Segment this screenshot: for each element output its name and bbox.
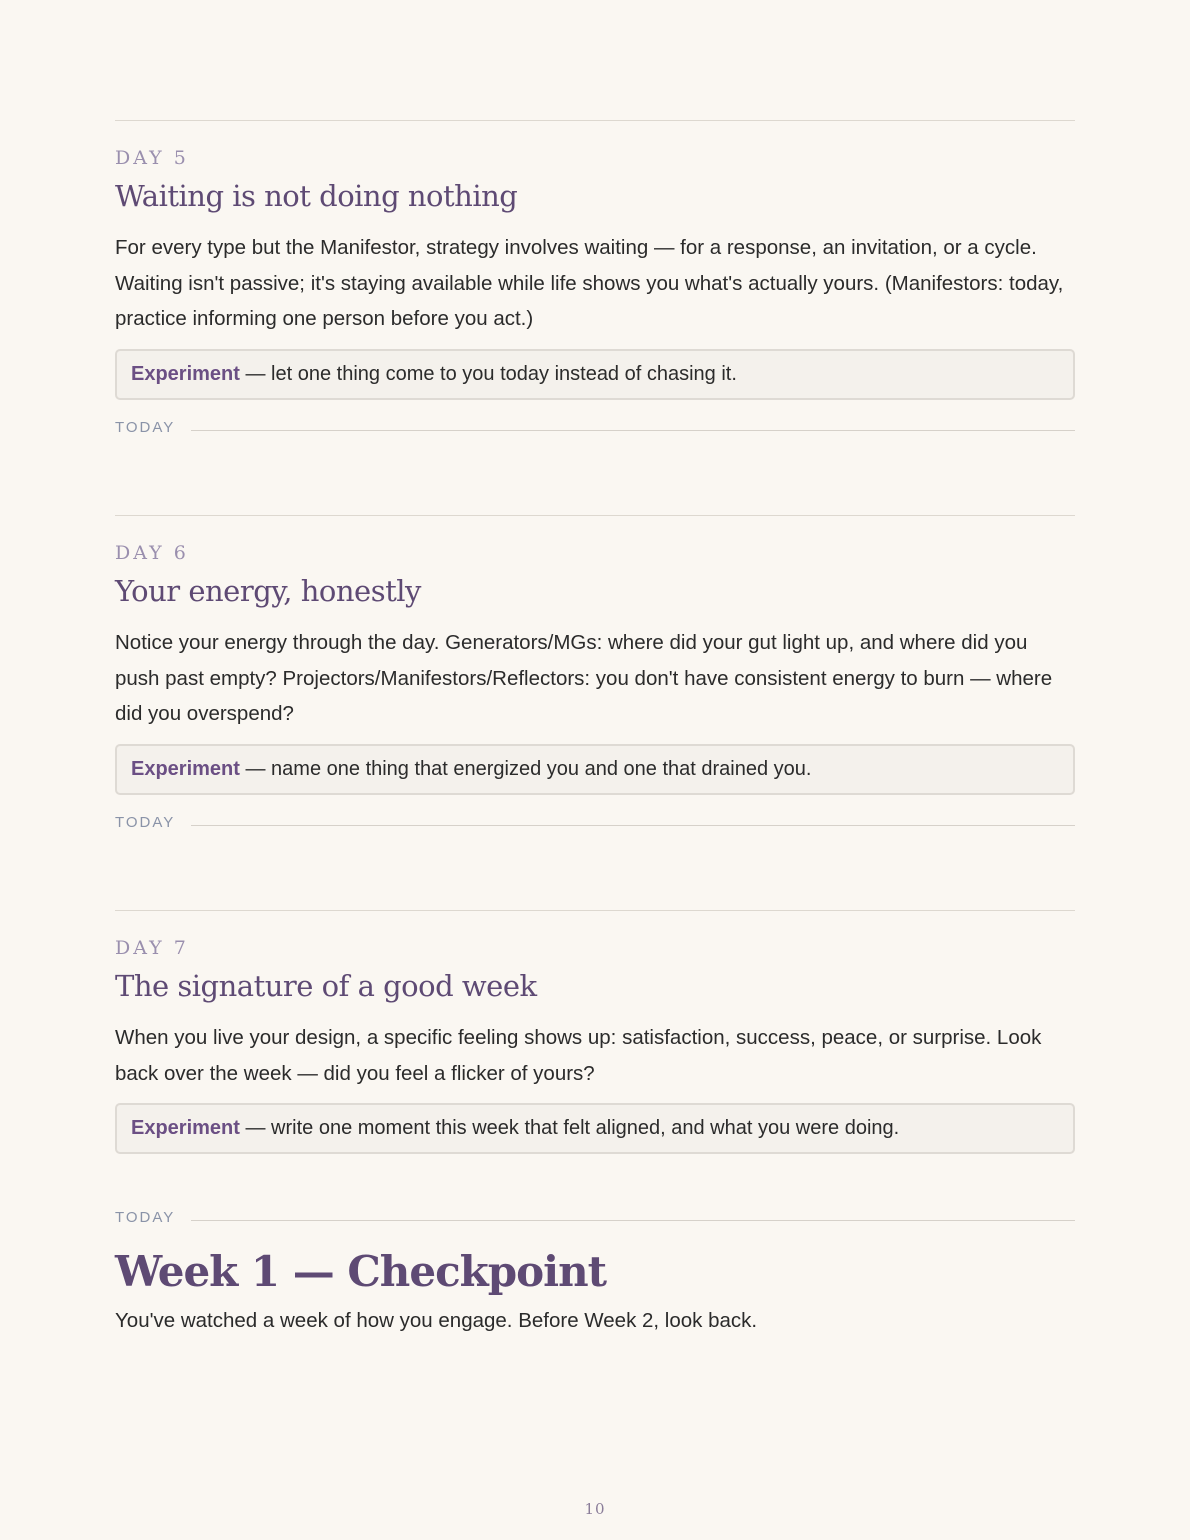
experiment-text: — let one thing come to you today instead of chasing it.: [239, 362, 737, 385]
today-rule: [191, 825, 1075, 826]
day-body: When you live your design, a specific feeling shows up: satisfaction, success, peace, or surprise. Look back over the week — did you feel a flicker of yours?: [115, 1026, 1042, 1085]
day-5-entry: [115, 120, 1075, 488]
today-label: TODAY: [115, 814, 176, 831]
week-checkpoint: [115, 1244, 1075, 1336]
page-number: 10: [584, 1500, 606, 1518]
experiment-label: Experiment: [131, 757, 240, 780]
experiment-label: Experiment: [131, 1117, 240, 1139]
journal-page: [115, 120, 1075, 1278]
checkpoint-title: Week 1 — Checkpoint: [115, 1247, 607, 1296]
experiment-callout: [115, 1103, 1075, 1154]
checkpoint-body: You've watched a week of how you engage. Before Week 2, look back.: [115, 1309, 758, 1332]
experiment-label: Experiment: [131, 362, 240, 385]
experiment-text: — name one thing that energized you and one that drained you.: [239, 757, 812, 780]
day-label: DAY 5: [115, 147, 189, 169]
today-writing-line[interactable]: [115, 809, 1075, 831]
day-title: Your energy, honestly: [115, 574, 421, 608]
day-label: DAY 6: [115, 542, 189, 564]
experiment-callout: [115, 349, 1075, 400]
day-title: Waiting is not doing nothing: [115, 179, 518, 213]
experiment-callout: [115, 744, 1075, 795]
day-7-entry: [115, 910, 1075, 1278]
today-label: TODAY: [115, 1209, 176, 1226]
today-writing-line[interactable]: [115, 414, 1075, 436]
day-body: Notice your energy through the day. Generators/MGs: where did your gut light up, and where did you push past empty? Projectors/Manifestors/Reflectors: you don't have consistent energy to burn — where did you overspend?: [115, 631, 1053, 725]
today-writing-line[interactable]: [115, 1204, 1075, 1226]
day-body: For every type but the Manifestor, strategy involves waiting — for a response, an invitation, or a cycle. Waiting isn't passive; it's staying available while life shows you what's actually yours. (Manifestors: today, practice informing one person before you act.): [115, 236, 1064, 330]
today-label: TODAY: [115, 419, 176, 436]
day-title: The signature of a good week: [115, 969, 537, 1003]
today-rule: [191, 430, 1075, 431]
day-label: DAY 7: [115, 937, 189, 959]
day-6-entry: [115, 515, 1075, 883]
experiment-text: — write one moment this week that felt aligned, and what you were doing.: [239, 1117, 900, 1139]
today-rule: [191, 1220, 1075, 1221]
